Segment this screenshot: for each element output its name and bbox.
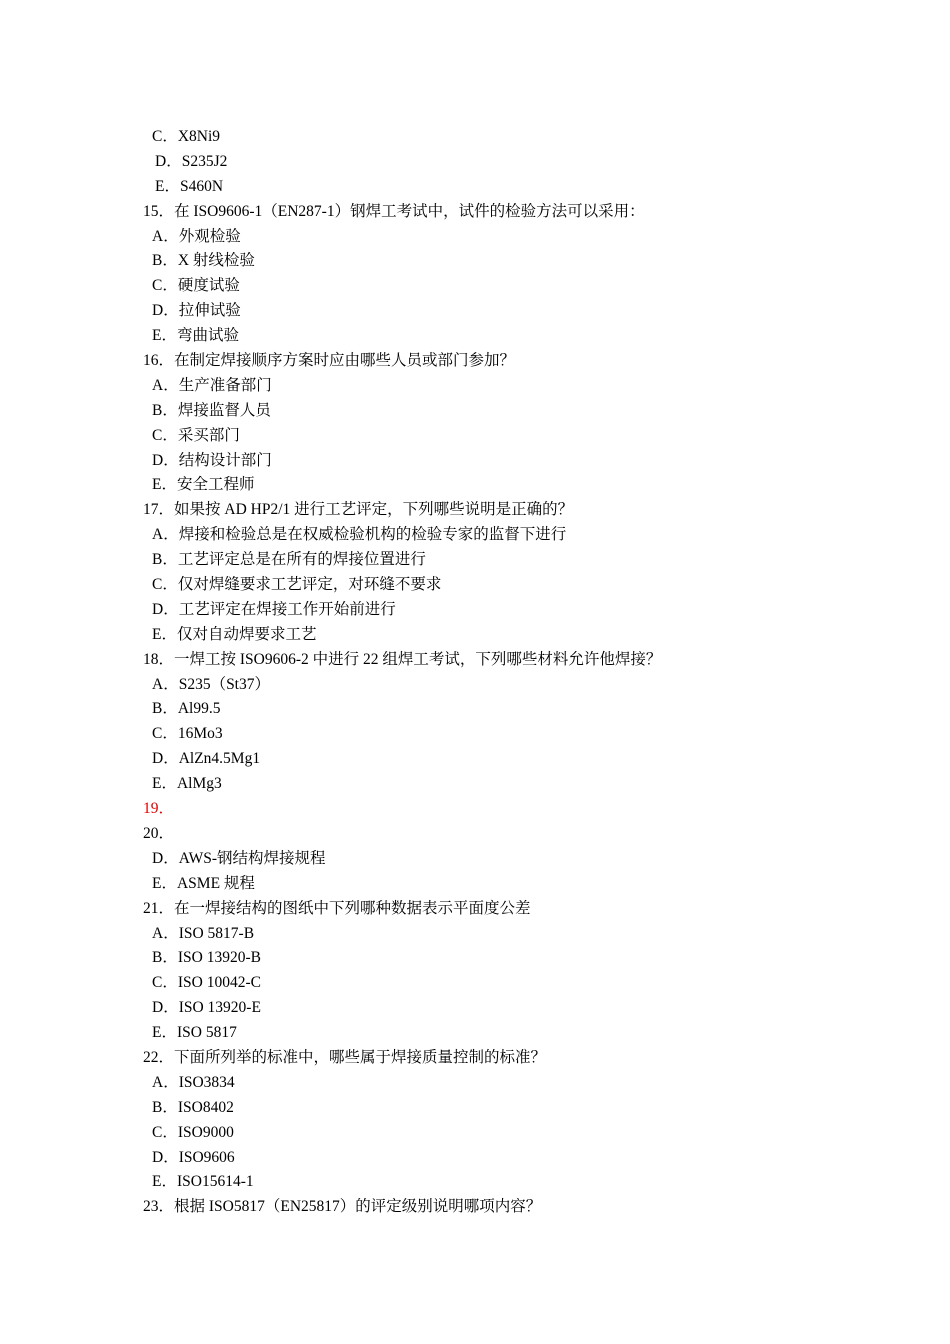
option-line: A．ISO3834 [152, 1073, 235, 1091]
option-line: B．ISO8402 [152, 1098, 234, 1116]
option-line: E．弯曲试验 [152, 327, 239, 345]
option-line: C．硬度试验 [152, 277, 240, 295]
question-20: 20． [143, 824, 175, 842]
option-line: E．仅对自动焊要求工艺 [152, 625, 317, 643]
option-line: B．焊接监督人员 [152, 401, 271, 419]
option-line: B．ISO 13920-B [152, 949, 261, 967]
option-line: C．ISO9000 [152, 1123, 234, 1141]
option-line: A．焊接和检验总是在权威检验机构的检验专家的监督下进行 [152, 526, 567, 544]
question-15: 15．在 ISO9606-1（EN287-1）钢焊工考试中，试件的检验方法可以采用： [143, 202, 645, 220]
option-line: A．S235（St37） [152, 675, 270, 693]
option-line: A．外观检验 [152, 227, 241, 245]
option-line: D．AWS-钢结构焊接规程 [152, 849, 326, 867]
option-line: E．S460N [155, 177, 224, 195]
option-line: C．X8Ni9 [152, 128, 221, 145]
option-line: D．结构设计部门 [152, 451, 272, 469]
option-line: B．工艺评定总是在所有的焊接位置进行 [152, 551, 426, 569]
question-17: 17．如果按 AD HP2/1 进行工艺评定，下列哪些说明是正确的？ [143, 501, 574, 519]
question-16: 16．在制定焊接顺序方案时应由哪些人员或部门参加？ [143, 352, 516, 370]
option-line: B．X 射线检验 [152, 252, 255, 270]
option-line: C．仅对焊缝要求工艺评定，对环缝不要求 [152, 576, 442, 594]
option-line: D．S235J2 [155, 152, 228, 170]
option-line: D．ISO 13920-E [152, 999, 261, 1017]
option-line: E．ISO15614-1 [152, 1173, 254, 1191]
option-line: A．ISO 5817-B [152, 924, 255, 942]
question-18: 18．一焊工按 ISO9606-2 中进行 22 组焊工考试，下列哪些材料允许他焊接？ [143, 650, 662, 668]
option-line: D．拉伸试验 [152, 302, 241, 320]
option-line: C．采买部门 [152, 426, 240, 444]
option-line: D．AlZn4.5Mg1 [152, 750, 261, 768]
question-21: 21．在一焊接结构的图纸中下列哪种数据表示平面度公差 [143, 899, 531, 917]
option-line: E．AlMg3 [152, 775, 222, 793]
question-19: 19． [143, 800, 175, 818]
option-line: E．ISO 5817 [152, 1024, 237, 1042]
option-line: C．ISO 10042-C [152, 974, 261, 992]
option-line: B．Al99.5 [152, 700, 221, 718]
question-23: 23．根据 ISO5817（EN25817）的评定级别说明哪项内容？ [143, 1198, 542, 1216]
question-22: 22．下面所列举的标准中，哪些属于焊接质量控制的标准？ [143, 1048, 547, 1066]
option-line: E．安全工程师 [152, 476, 255, 494]
option-line: E．ASME 规程 [152, 874, 255, 892]
question-list [143, 125, 843, 1220]
option-line: D．工艺评定在焊接工作开始前进行 [152, 600, 396, 618]
option-line: C．16Mo3 [152, 725, 223, 743]
option-line: A．生产准备部门 [152, 376, 272, 394]
option-line: D．ISO9606 [152, 1148, 235, 1166]
